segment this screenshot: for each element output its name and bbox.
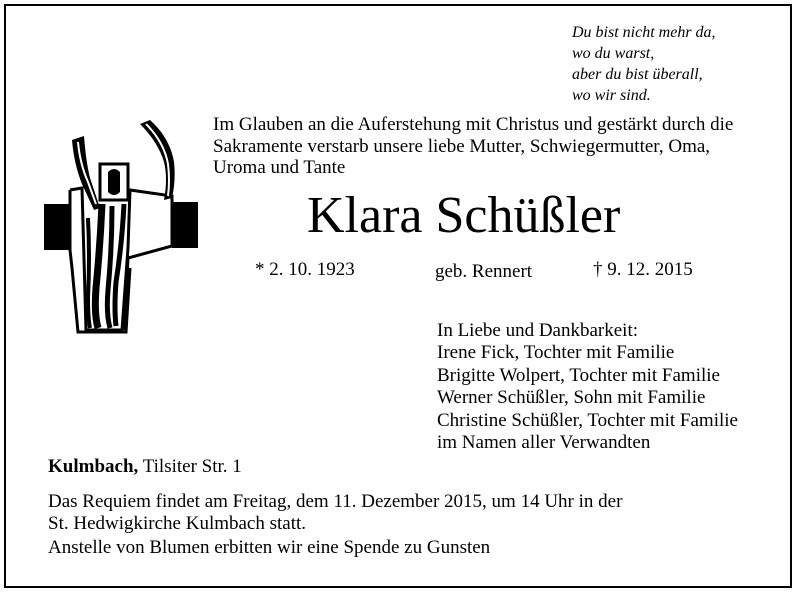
address-street: Tilsiter Str. 1 [142,456,242,477]
donation-note: Anstelle von Blumen erbitten wir eine Spende zu Gunsten [48,537,491,558]
mourners-line: im Namen aller Verwandten [437,432,651,454]
service-line: St. Hedwigkirche Kulmbach statt. [48,513,307,534]
intro-line: Im Glauben an die Auferstehung mit Christus und gestärkt durch die [213,114,734,135]
cross-with-risen-christ-icon [42,118,202,338]
poem-line: wo du warst, [572,45,655,62]
maiden-name: geb. Rennert [435,261,533,282]
poem [572,22,716,106]
mourners-list [437,320,738,454]
intro-line: Uroma und Tante [213,157,346,178]
deceased-name: Klara Schüßler [307,187,621,244]
birth-date: * 2. 10. 1923 [255,259,355,280]
intro-line: Sakramente verstarb unsere liebe Mutter, Schwiegermutter, Oma, [213,135,711,157]
mourners-line: In Liebe und Dankbarkeit: [437,320,639,341]
address-city: Kulmbach, [48,456,139,477]
mourners-line: Christine Schüßler, Tochter mit Familie [437,409,738,431]
mourners-line: Werner Schüßler, Sohn mit Familie [437,387,706,409]
poem-line: Du bist nicht mehr da, [572,24,716,41]
poem-line: aber du bist überall, [572,66,703,83]
service-info [48,491,622,535]
mourners-line: Irene Fick, Tochter mit Familie [437,342,675,364]
address [48,456,242,478]
death-date: † 9. 12. 2015 [593,259,693,280]
service-line: Das Requiem findet am Freitag, dem 11. Dezember 2015, um 14 Uhr in der [48,491,623,512]
intro-text [213,114,733,179]
poem-line: wo wir sind. [572,87,651,104]
mourners-line: Brigitte Wolpert, Tochter mit Familie [437,364,720,386]
